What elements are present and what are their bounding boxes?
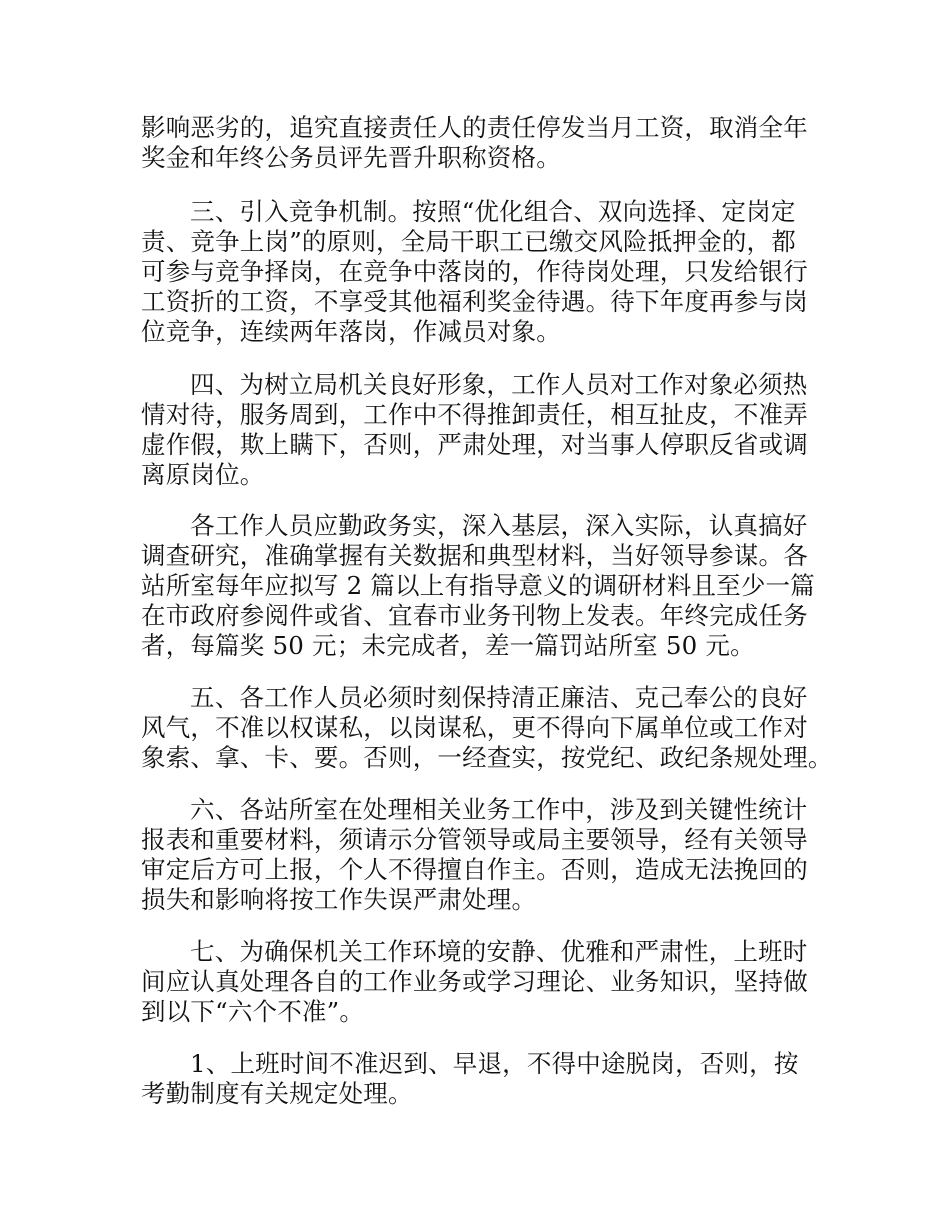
text-line: 损失和影响将按工作失误严肃处理。 [141, 885, 537, 914]
text-line: 审定后方可上报，个人不得擅自作主。否则，造成无法挽回的 [141, 855, 808, 884]
text-line: 象索、拿、卡、要。否则，一经查实，按党纪、政纪条规处理。 [141, 743, 833, 772]
text-line: 责、竞争上岗”的原则，全局干职工已缴交风险抵押金的，都 [141, 227, 796, 256]
text-line: 1、上班时间不准迟到、早退，不得中途脱岗，否则，按 [190, 1049, 799, 1078]
text-line: 离原岗位。 [141, 460, 265, 489]
paragraph-competition-mechanism [141, 197, 831, 347]
text-line: 考勤制度有关规定处理。 [141, 1079, 413, 1108]
paragraph-public-image [141, 370, 831, 490]
text-line: 站所室每年应拟写 2 篇以上有指导意义的调研材料且至少一篇 [141, 571, 815, 600]
text-line: 间应认真处理各自的工作业务或学习理论、业务知识，坚持做 [141, 967, 808, 996]
text-line: 位竞争，连续两年落岗，作减员对象。 [141, 317, 561, 346]
text-line: 奖金和年终公务员评先晋升职称资格。 [141, 143, 561, 172]
paragraph-report-approval [141, 795, 831, 915]
text-line: 情对待，服务周到，工作中不得推卸责任，相互扯皮，不准弄 [141, 400, 808, 429]
text-line: 五、各工作人员必须时刻保持清正廉洁、克己奉公的良好 [190, 683, 808, 712]
text-line: 调查研究，准确掌握有关数据和典型材料，当好领导参谋。各 [141, 541, 808, 570]
text-line: 到以下“六个不准”。 [141, 997, 365, 1026]
text-line: 报表和重要材料，须请示分管领导或局主要领导，经有关领导 [141, 825, 808, 854]
paragraph-research-requirement [141, 511, 831, 661]
paragraph-penalty-continuation [141, 113, 831, 173]
text-line: 四、为树立局机关良好形象，工作人员对工作对象必须热 [190, 370, 808, 399]
text-line: 在市政府参阅件或省、宜春市业务刊物上发表。年终完成任务 [141, 601, 808, 630]
paragraph-integrity [141, 683, 831, 773]
text-line: 可参与竞争择岗，在竞争中落岗的，作待岗处理，只发给银行 [141, 257, 808, 286]
text-line: 者，每篇奖 50 元；未完成者，差一篇罚站所室 50 元。 [141, 631, 755, 660]
text-line: 六、各站所室在处理相关业务工作中，涉及到关键性统计 [190, 795, 808, 824]
text-line: 各工作人员应勤政务实，深入基层，深入实际，认真搞好 [190, 511, 808, 540]
text-line: 工资折的工资，不享受其他福利奖金待遇。待下年度再参与岗 [141, 287, 808, 316]
paragraph-work-environment [141, 937, 831, 1027]
text-line: 影响恶劣的，追究直接责任人的责任停发当月工资，取消全年 [141, 113, 808, 142]
paragraph-attendance-rule [141, 1049, 831, 1109]
text-line: 三、引入竞争机制。按照“优化组合、双向选择、定岗定 [190, 197, 796, 226]
text-line: 七、为确保机关工作环境的安静、优雅和严肃性，上班时 [190, 937, 808, 966]
text-line: 虚作假，欺上瞒下，否则，严肃处理，对当事人停职反省或调 [141, 430, 808, 459]
text-line: 风气，不准以权谋私，以岗谋私，更不得向下属单位或工作对 [141, 713, 808, 742]
